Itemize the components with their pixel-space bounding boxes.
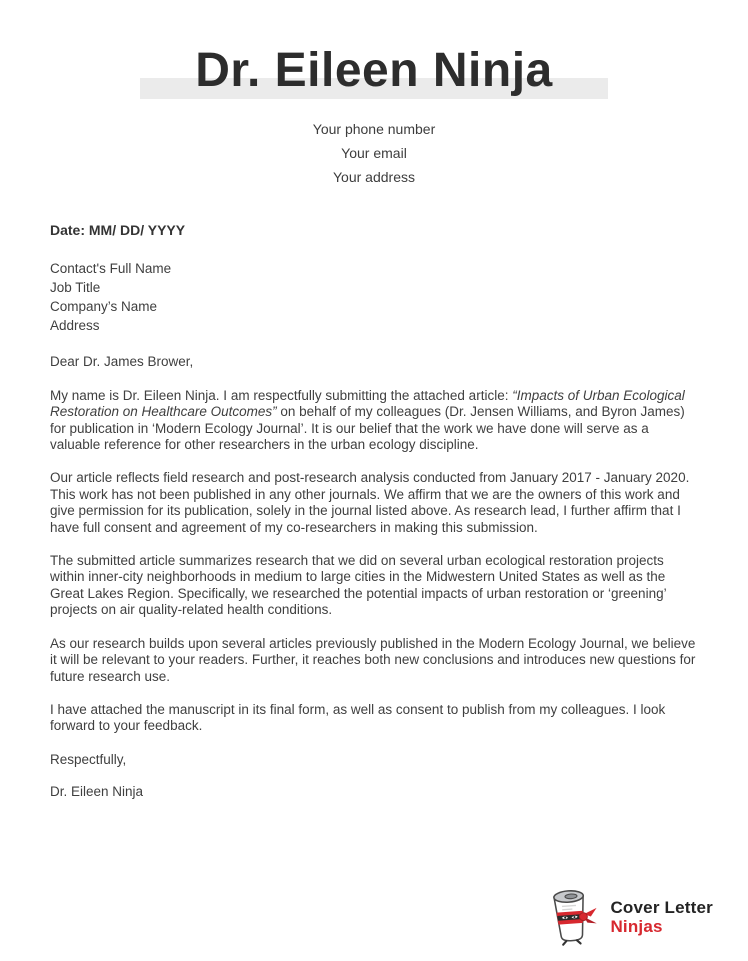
paragraph-1-after: on behalf of my colleagues (Dr. Jensen Williams, and Byron James) for publication in ‘Modern Ecology Journal’. It is our belief that the work we have done will serve as a valuable reference for other researchers in the urban ecology discipline. [50,404,685,453]
paragraph-4: As our research builds upon several articles previously published in the Modern Ecology Journal, we believe it will be relevant to your readers. Further, it reaches both new conclusions and introduces new questions for future research use. [50,635,696,684]
paragraph-5: I have attached the manuscript in its final form, as well as consent to publish from my colleagues. I look forward to your feedback. [50,701,666,734]
date-line: Date: MM/ DD/ YYYY [50,222,186,238]
address-placeholder: Your address [333,169,415,185]
paragraph-3: The submitted article summarizes research that we did on several urban ecological restoration projects within inner-city neighborhoods in medium to large cities in the Midwestern United States as well as the Great Lakes Region. Specifically, we researched the potential impacts of urban restoration or ‘greening’ projects on air quality-related health conditions. [50,553,667,618]
recipient-job-title: Job Title [50,280,101,296]
paragraph-2: Our article reflects field research and post-research analysis conducted from January 2017 - January 2020. This work has not been published in any other journals. We affirm that we are the owners of this work and give permission for its publication, solely in the journal listed above. As research lead, I further affirm that I have full consent and agreement of my co-researchers in making this submission. [50,470,690,535]
scroll-ninja-icon [539,886,601,948]
cover-letter-ninjas-logo [539,886,713,948]
page-title: Dr. Eileen Ninja [195,44,553,97]
closing: Respectfully, [50,751,127,767]
recipient-address: Address [50,318,100,334]
letter-body [0,222,748,801]
paragraph-1-before: My name is Dr. Eileen Ninja. I am respectfully submitting the attached article: [50,387,513,403]
salutation: Dear Dr. James Brower, [50,354,194,370]
recipient-block [50,259,697,335]
brand-wordmark [610,898,713,936]
article-title-italic: “Impacts of Urban Ecological Restoration on Healthcare Outcomes” [50,387,685,420]
phone-placeholder: Your phone number [312,121,436,137]
recipient-company: Company’s Name [50,299,158,315]
brand-line-1: Cover Letter [610,898,713,917]
email-placeholder: Your email [341,145,407,161]
brand-line-2: Ninjas [610,917,663,936]
recipient-name: Contact's Full Name [50,261,172,277]
signature: Dr. Eileen Ninja [50,784,144,800]
contact-block [0,117,748,189]
paragraph-1 [50,388,697,454]
